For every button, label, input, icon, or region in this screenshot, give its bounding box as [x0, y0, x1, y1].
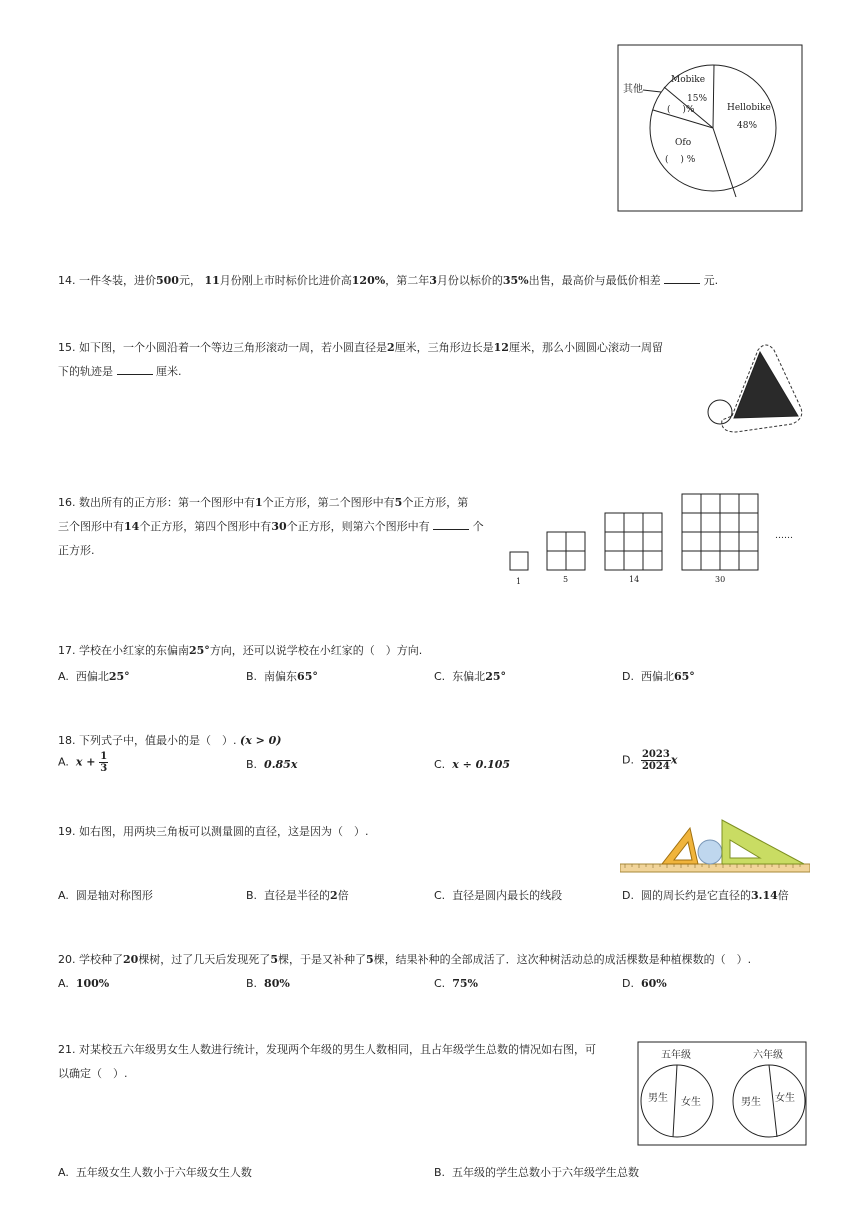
grade6-boys-label: 男生 [741, 1097, 761, 1108]
question-14: 14. 一件冬装，进价500元， 11月份刚上市时标价比进价高120%，第二年3月份以标价的35%出售，最高价与最低价相差 元. [58, 274, 719, 287]
fraction-2023-2024: $\frac{2023}{2024}$ [641, 749, 670, 772]
grid-1x1 [510, 552, 528, 570]
q18-option-b[interactable]: B. 0.85x [246, 758, 298, 771]
grid-caption-4: 30 [715, 575, 726, 584]
q19-option-b[interactable]: B. 直径是半径的2倍 [246, 889, 349, 902]
q17-option-a[interactable]: A. 西偏北25° [58, 670, 130, 683]
q20-option-c[interactable]: C. 75% [434, 977, 478, 990]
q17-option-d[interactable]: D. 西偏北65° [622, 670, 695, 683]
grade6-girls-label: 女生 [775, 1093, 795, 1104]
bike-share-pie-svg [617, 44, 803, 212]
q18-option-d[interactable]: D. $\frac{2023}{2024}$ x [622, 749, 678, 772]
grade5-boys-label: 男生 [648, 1093, 668, 1104]
question-15-line2: 下的轨迹是 厘米. [58, 365, 182, 378]
label-ofo: Ofo [675, 138, 692, 148]
bike-share-pie-figure [617, 44, 803, 212]
q19-option-d[interactable]: D. 圆的周长约是它直径的3.14倍 [622, 889, 789, 902]
question-21-line1: 21. 对某校五六年级男女生人数进行统计，发现两个年级的男生人数相同，且占年级学生总数的情况如右图，可 [58, 1043, 596, 1056]
question-17: 17. 学校在小红家的东偏南25°方向，还可以说学校在小红家的（ ）方向. [58, 644, 423, 657]
q20-option-b[interactable]: B. 80% [246, 977, 290, 990]
equilateral-triangle [734, 352, 798, 418]
grid-2x2 [547, 532, 585, 570]
label-hellobike: Hellobike [727, 103, 771, 113]
question-16-line1: 16. 数出所有的正方形：第一个图形中有1个正方形，第二个图形中有5个正方形，第 [58, 496, 469, 509]
question-15-line1: 15. 如下图，一个小圆沿着一个等边三角形滚动一周，若小圆直径是2厘米，三角形边长是12厘米，那么小圆圆心滚动一周留 [58, 341, 663, 354]
question-16-line3: 正方形. [58, 544, 95, 557]
q20-option-a[interactable]: A. 100% [58, 977, 110, 990]
label-other: 其他 [623, 84, 643, 95]
label-other-pct: ( )% [667, 105, 695, 115]
q18-option-c[interactable]: C. x ÷ 0.105 [434, 758, 511, 771]
q17-option-c[interactable]: C. 东偏北25° [434, 670, 506, 683]
question-19: 19. 如右图，用两块三角板可以测量圆的直径，这是因为（ ）. [58, 825, 369, 838]
grid-4x4 [682, 494, 758, 570]
label-hellobike-pct: 48% [737, 121, 758, 131]
answer-blank-16[interactable] [433, 519, 469, 530]
grid-ellipsis: …… [775, 531, 793, 541]
fraction-one-third: $\frac{1}{3}$ [100, 751, 108, 774]
q18-option-a[interactable]: A. x + $\frac{1}{3}$ [58, 751, 108, 774]
rolling-circle [708, 400, 732, 424]
grade6-title: 六年级 [753, 1050, 783, 1061]
q17-option-b[interactable]: B. 南偏东65° [246, 670, 318, 683]
q20-option-d[interactable]: D. 60% [622, 977, 667, 990]
answer-blank-14[interactable] [664, 273, 700, 284]
grade5-title: 五年级 [661, 1050, 691, 1061]
label-ofo-pct: ( ) % [665, 155, 696, 165]
rolling-circle-triangle-figure [702, 336, 814, 438]
q21-option-a[interactable]: A. 五年级女生人数小于六年级女生人数 [58, 1166, 252, 1179]
question-20: 20. 学校种了20棵树，过了几天后发现死了5棵，于是又补种了5棵，结果补种的全部成活了．这次种树活动总的成活棵数是种植棵数的（ ）. [58, 953, 752, 966]
grade5-girls-label: 女生 [681, 1097, 701, 1108]
ruler [620, 864, 810, 872]
grid-caption-2: 5 [563, 575, 569, 584]
measured-circle [698, 840, 722, 864]
question-21 [58, 1038, 596, 1086]
grid-caption-3: 14 [629, 575, 640, 584]
label-mobike-pct: 15% [687, 94, 708, 104]
square-grids-figure [505, 490, 805, 590]
question-16 [58, 491, 484, 563]
triangle-rulers-figure [620, 818, 810, 876]
q19-option-c[interactable]: C. 直径是圆内最长的线段 [434, 889, 563, 902]
grade-gender-pies-figure [637, 1041, 807, 1146]
question-18: 18. 下列式子中，值最小的是（ ）. (x > 0) [58, 734, 282, 747]
question-21-line2: 以确定（ ）. [58, 1067, 128, 1080]
question-15 [58, 336, 663, 384]
grid-caption-1: 1 [516, 577, 522, 586]
label-mobike: Mobike [671, 75, 706, 85]
q21-option-b[interactable]: B. 五年级的学生总数小于六年级学生总数 [434, 1166, 640, 1179]
q19-option-a[interactable]: A. 圆是轴对称图形 [58, 889, 153, 902]
answer-blank-15[interactable] [117, 364, 153, 375]
grid-3x3 [605, 513, 662, 570]
question-16-line2: 三个图形中有14个正方形，第四个图形中有30个正方形，则第六个图形中有 个 [58, 520, 484, 533]
